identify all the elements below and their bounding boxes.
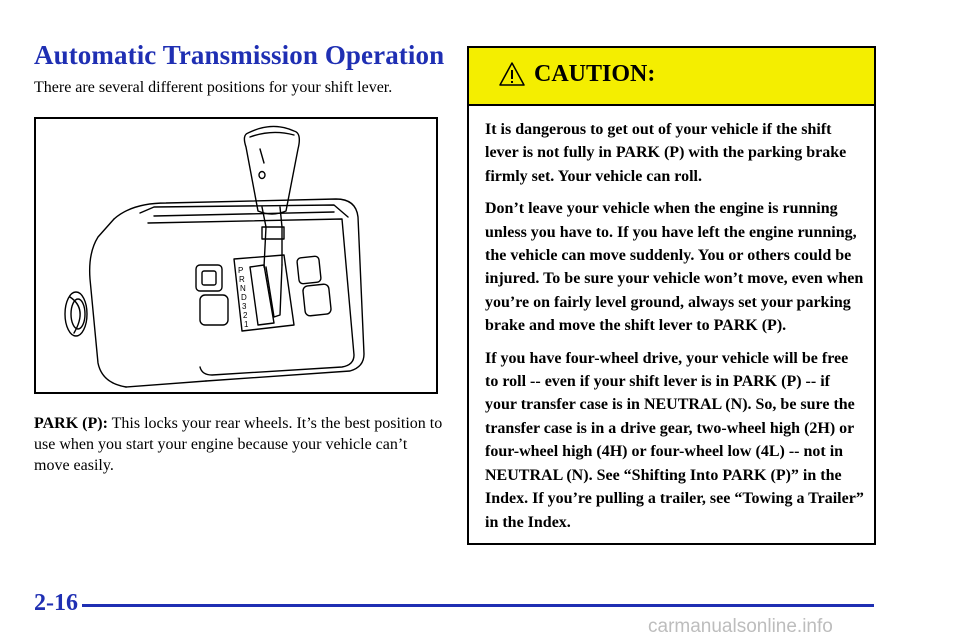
svg-text:1: 1 xyxy=(244,320,249,329)
watermark-text: carmanualsonline.info xyxy=(648,616,833,637)
caution-body xyxy=(485,118,865,543)
caution-paragraph: It is dangerous to get out of your vehicle if the shift lever is not fully in PARK (P) with the parking brake firmly set. Your vehicle can roll. xyxy=(485,121,847,185)
page-title: Automatic Transmission Operation xyxy=(34,40,445,70)
intro-text: There are several different positions for your shift lever. xyxy=(34,79,393,96)
caution-title: CAUTION: xyxy=(534,61,656,87)
park-text: This locks your rear wheels. It’s the best position to use when you start your engine because your vehicle can’t move easily. xyxy=(34,415,443,474)
warning-triangle-icon xyxy=(499,62,525,86)
page-number: 2-16 xyxy=(34,590,78,616)
shift-lever-figure xyxy=(34,117,438,394)
svg-text:R: R xyxy=(239,275,245,284)
footer-rule xyxy=(82,604,874,607)
park-label: PARK (P): xyxy=(34,415,108,432)
svg-text:N: N xyxy=(240,284,246,293)
shift-lever-illustration xyxy=(36,119,436,392)
svg-text:3: 3 xyxy=(242,302,247,311)
svg-text:D: D xyxy=(241,293,247,302)
caution-paragraph: If you have four-wheel drive, your vehicle will be free to roll -- even if your shift lever is in PARK (P) -- if your transfer case is in NEUTRAL (N). So, be sure the transfer case is in a drive gear, two-wheel high (2H) or four-wheel high (4H) or four-wheel low (4L) -- not in NEUTRAL (N). See “Shifting Into PARK (P)” in the Index. If you’re pulling a trailer, see “Towing a Trailer” in the Index. xyxy=(485,349,864,531)
park-description xyxy=(34,413,444,476)
caution-box xyxy=(467,46,876,545)
caution-paragraph: Don’t leave your vehicle when the engine is running unless you have to. If you have left the engine running, the vehicle can move suddenly. You or others could be injured. To be sure your vehicle won’t move, even when you’re on fairly level ground, always set your parking brake and move the shift lever to PARK (P). xyxy=(485,200,864,335)
svg-text:2: 2 xyxy=(243,311,248,320)
caution-header xyxy=(469,48,874,106)
svg-text:P: P xyxy=(238,266,244,275)
